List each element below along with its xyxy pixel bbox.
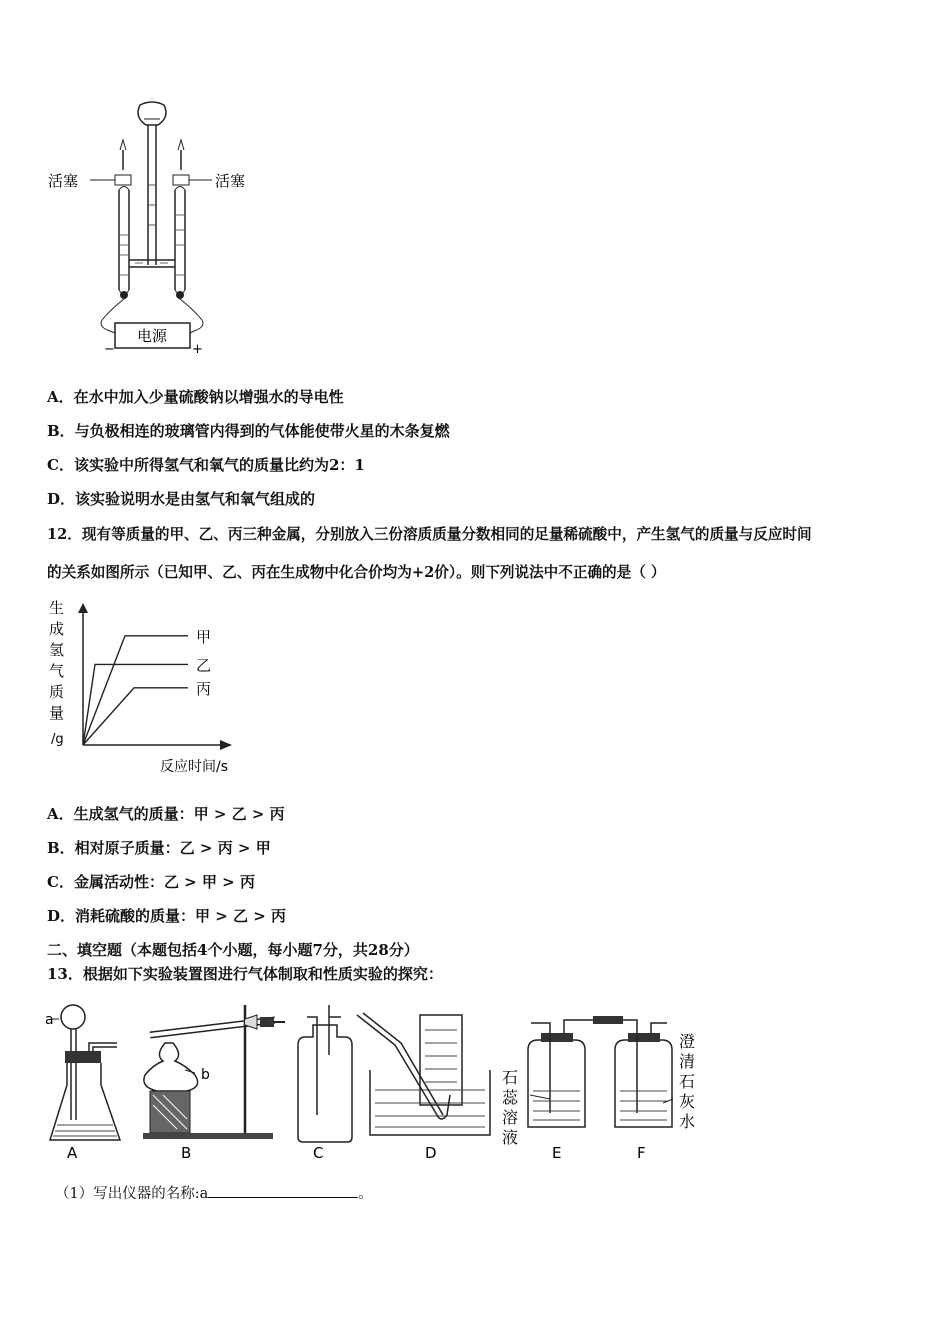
y-axis-label-char: 氢 — [49, 641, 65, 659]
y-axis-label-char: 量 — [49, 704, 65, 722]
svg-text:溶: 溶 — [502, 1108, 519, 1127]
series-line-1 — [83, 636, 188, 745]
apparatus-letter-e: E — [552, 1144, 562, 1162]
q12-option-d: D．消耗硫酸的质量：甲 > 乙 > 丙 — [47, 907, 287, 925]
series-label-3: 丙 — [196, 679, 212, 698]
q13-part-1-suffix: 。 — [358, 1186, 373, 1202]
q13-stem: 13．根据如下实验装置图进行气体制取和性质实验的探究： — [47, 965, 443, 983]
stopcock-left-label: 活塞 — [48, 172, 79, 190]
apparatus-a — [50, 1005, 120, 1140]
apparatus-c — [298, 1005, 352, 1142]
q11-option-b: B．与负极相连的玻璃管内得到的气体能使带火星的木条复燃 — [47, 422, 450, 440]
y-axis-arrow — [78, 603, 88, 613]
y-axis-label — [49, 599, 64, 747]
series-label-1: 甲 — [196, 627, 212, 646]
apparatus-letter-f: F — [637, 1144, 646, 1162]
q12-stem-line-2: 的关系如图所示（已知甲、乙、丙在生成物中化合价均为+2价）。则下列说法中不正确的是（ ） — [47, 564, 666, 581]
q11-option-c: C．该实验中所得氢气和氧气的质量比约为2：1 — [47, 456, 365, 474]
q11-option-d: D．该实验说明水是由氢气和氧气组成的 — [47, 490, 316, 508]
svg-text:灰: 灰 — [679, 1092, 696, 1111]
svg-text:蕊: 蕊 — [502, 1088, 519, 1107]
svg-text:水: 水 — [679, 1112, 696, 1131]
q13-part-1-prefix: （1）写出仪器的名称:a — [55, 1186, 209, 1202]
svg-text:清: 清 — [679, 1052, 696, 1071]
q11-option-a: A．在水中加入少量硫酸钠以增强水的导电性 — [47, 388, 344, 406]
litmus-solution-label — [502, 1068, 519, 1147]
answer-blank-a[interactable] — [208, 1183, 358, 1198]
hydrogen-mass-vs-time-chart — [45, 595, 260, 780]
apparatus-letter-b: B — [181, 1144, 192, 1162]
stopcock-right-label: 活塞 — [215, 172, 246, 190]
svg-text:液: 液 — [502, 1128, 519, 1147]
power-source-label: 电源 — [137, 327, 168, 345]
svg-text:石: 石 — [679, 1072, 696, 1091]
gas-apparatus-figure — [45, 995, 705, 1165]
series-line-3 — [83, 688, 188, 745]
svg-text:澄: 澄 — [679, 1032, 696, 1051]
limewater-label — [679, 1032, 695, 1131]
q12-option-b: B．相对原子质量：乙 > 丙 > 甲 — [47, 839, 271, 857]
apparatus-letter-a: A — [67, 1144, 78, 1162]
q12-option-c: C．金属活动性：乙 > 甲 > 丙 — [47, 873, 255, 891]
section-2-heading: 二、填空题（本题包括4个小题，每小题7分，共28分） — [47, 941, 419, 959]
x-axis-arrow — [220, 740, 232, 750]
apparatus-d — [357, 1013, 490, 1135]
q13-part-1 — [55, 1182, 373, 1203]
apparatus-letter-c: C — [313, 1144, 324, 1162]
series-label-2: 乙 — [196, 656, 212, 675]
q12-stem-line-1: 12．现有等质量的甲、乙、丙三种金属，分别放入三份溶质质量分数相同的足量稀硫酸中，产生氢气的质量与反应时间 — [47, 526, 812, 543]
y-axis-label-char: 生 — [49, 599, 65, 617]
apparatus-b — [143, 1005, 285, 1139]
instrument-b-label: b — [201, 1067, 210, 1083]
apparatus-letter-d: D — [425, 1144, 437, 1162]
svg-text:石: 石 — [502, 1068, 519, 1087]
x-axis-label: 反应时间/s — [160, 759, 229, 775]
y-axis-label-char: 成 — [49, 620, 65, 638]
electrolysis-apparatus-figure — [40, 95, 270, 360]
q12-option-a: A．生成氢气的质量：甲 > 乙 > 丙 — [47, 805, 285, 823]
positive-terminal-sign: + — [192, 342, 203, 357]
apparatus-e — [528, 1020, 620, 1127]
apparatus-f — [593, 1016, 672, 1127]
instrument-a-label: a — [45, 1012, 54, 1028]
y-axis-label-char: 质 — [49, 683, 65, 701]
negative-terminal-sign: − — [104, 342, 115, 357]
y-axis-label-char: 气 — [49, 662, 65, 680]
y-axis-unit: /g — [51, 732, 64, 747]
